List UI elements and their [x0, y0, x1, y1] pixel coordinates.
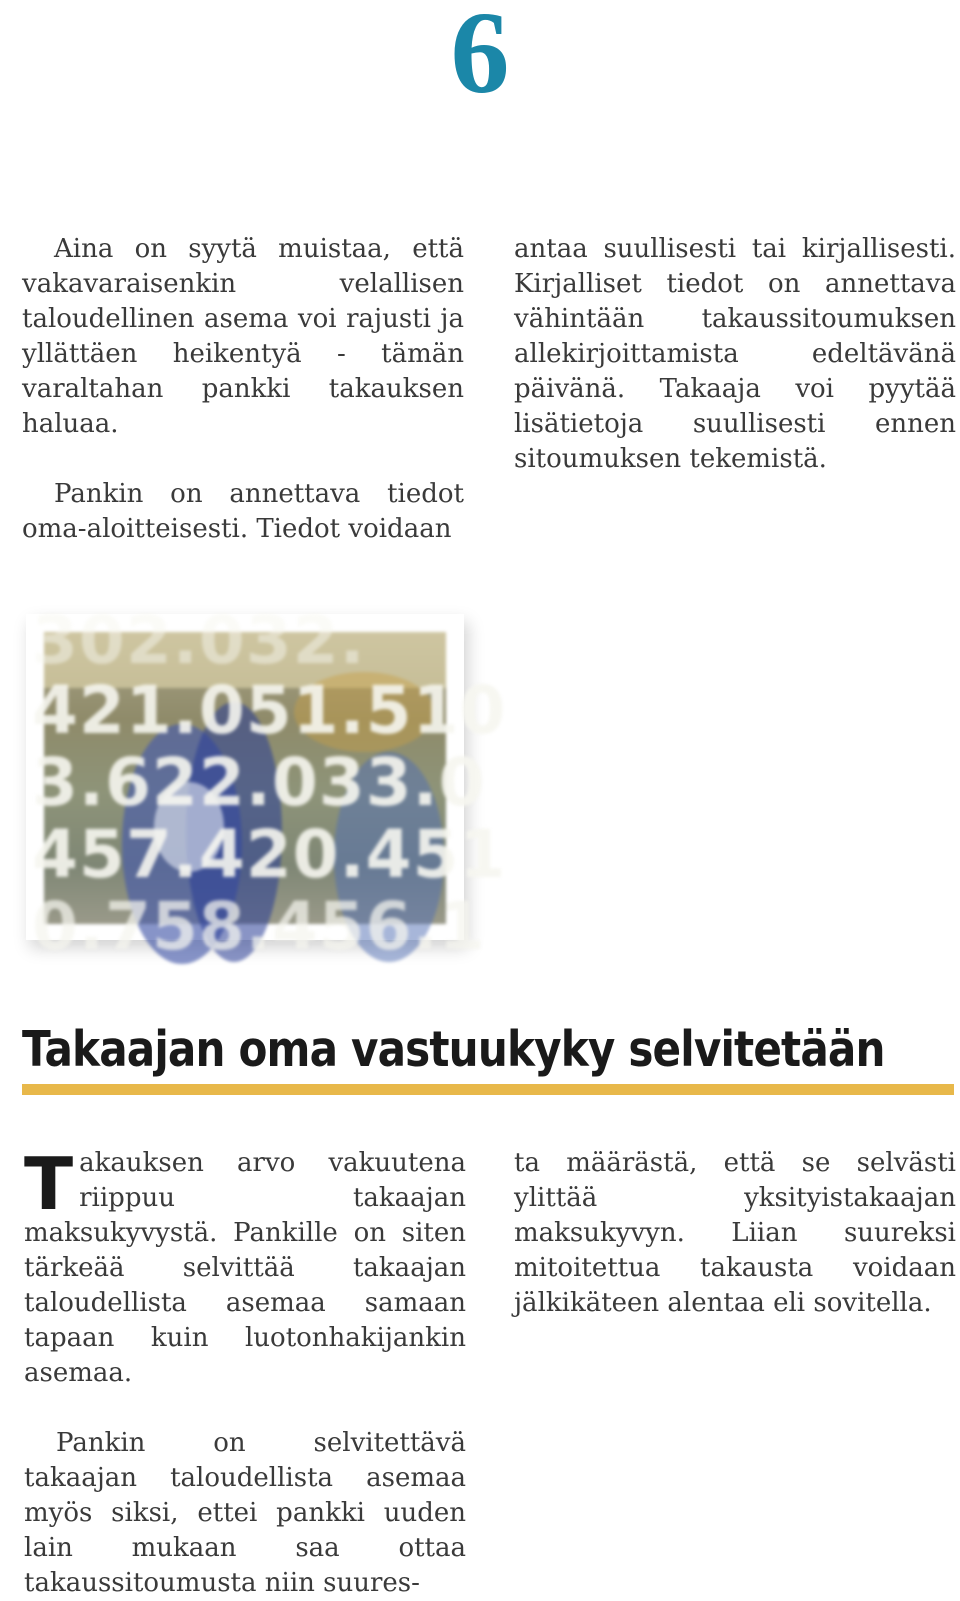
paragraph-guarantee-value-text: akauksen arvo vakuutena riippuu takaajan maksukyvystä. Pankille on siten tärkeää selvittää takaajan taloudellista asemaa samaan tapaan kuin luotonhakijankin asemaa. — [24, 1148, 466, 1388]
top-left-column — [22, 232, 464, 547]
paragraph-bank-assessment: Pankin on selvitettävä takaajan taloudellista asemaa myös siksi, ettei pankki uuden lain mukaan saa ottaa takaussitoumusta niin suures- — [24, 1428, 466, 1598]
photo-digits-line-5: 0.758.456.1 — [32, 888, 486, 965]
paragraph-guarantee-value — [24, 1142, 466, 1391]
section-heading: Takaajan oma vastuukyky selvitetään — [22, 1021, 885, 1078]
blurred-numbers-photo — [32, 602, 507, 965]
paragraph-amount-limit: ta määrästä, että se selvästi ylittää yksityistakaajan maksukyvyn. Liian suureksi mitoitettua takausta voidaan jälkikäteen alentaa eli sovitella. — [514, 1148, 956, 1318]
section-right-column — [514, 1146, 956, 1321]
paragraph-bank-duty: Pankin on annettava tiedot oma-aloitteisesti. Tiedot voidaan — [22, 479, 464, 544]
photo-digits-line-3: 3.622.033.0 — [32, 744, 486, 821]
drop-cap: T — [24, 1142, 74, 1226]
heading-rule — [22, 1084, 954, 1095]
paragraph-information-delivery: antaa suullisesti tai kirjallisesti. Kirjalliset tiedot on annettava vähintään takaussitoumuksen allekirjoittamista edeltävänä päivänä. Takaaja voi pyytää lisätietoja suullisesti ennen sitoumuksen tekemistä. — [514, 234, 956, 474]
section-left-column — [24, 1142, 466, 1601]
photo-digits-line-4: 457.420.451 — [32, 816, 507, 893]
top-right-column — [514, 232, 956, 477]
photo-digits-line-1: 302.032. — [32, 602, 366, 679]
page-number: 6 — [450, 0, 510, 118]
photo-digits-line-2: 421.051.510 — [32, 672, 507, 749]
paragraph-reminder: Aina on syytä muistaa, että vakavaraisenkin velallisen taloudellinen asema voi rajusti ja yllättäen heikentyä - tämän varaltahan pankki takauksen haluaa. — [22, 234, 464, 439]
